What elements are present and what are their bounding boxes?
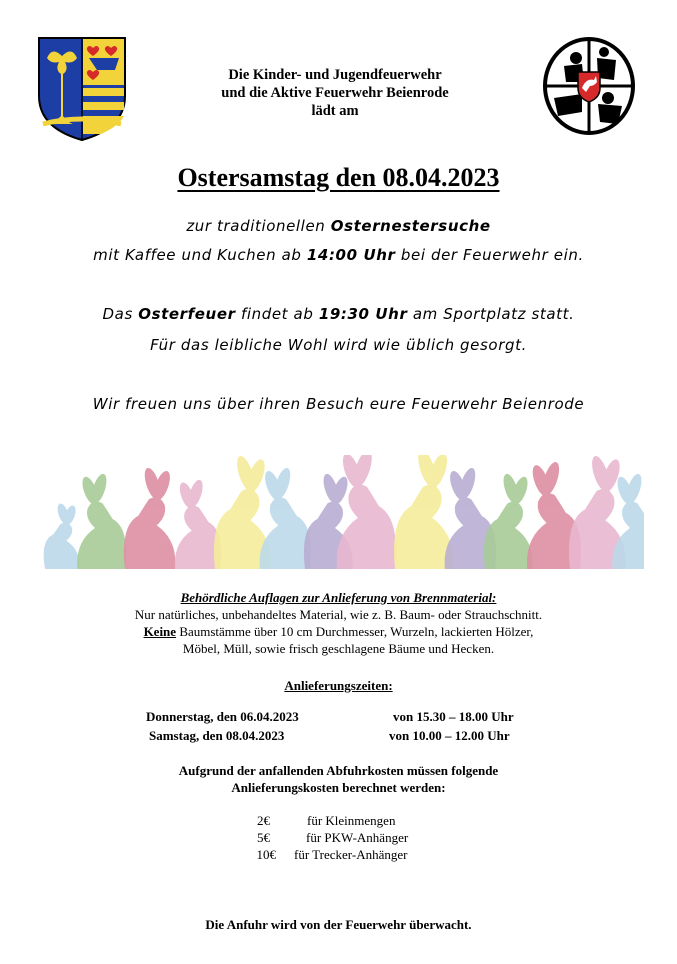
- bunny-silhouette: [260, 466, 311, 569]
- invite-line-1: [0, 217, 677, 235]
- event-title: [0, 163, 677, 193]
- bunny-silhouette: [77, 472, 126, 569]
- easter-bunnies-illustration: [40, 455, 644, 569]
- invite-line-3-post: am Sportplatz statt.: [407, 305, 575, 323]
- rules-heading: Behördliche Auflagen zur Anlieferung von Brennmaterial:: [180, 590, 497, 605]
- costs-intro-line-2: Anlieferungskosten berechnet werden:: [231, 780, 446, 795]
- delivery-heading: Anlieferungszeiten:: [284, 678, 393, 693]
- invite-line-3-mid: findet ab: [235, 305, 319, 323]
- invite-line-3-bold-1: Osterfeuer: [138, 305, 236, 323]
- cost-price-2: 5€: [257, 830, 270, 845]
- delivery-day-1: Donnerstag, den 06.04.2023: [146, 709, 299, 724]
- rules-keine: Keine: [143, 624, 177, 639]
- fire-brigade-emblem: [542, 36, 636, 136]
- rules-section: [0, 589, 677, 657]
- bunny-silhouette: [484, 472, 533, 569]
- bunny-silhouette: [612, 472, 644, 569]
- coat-of-arms-logo: [37, 36, 127, 142]
- rules-line-3: Möbel, Müll, sowie frisch geschlagene Bäume und Hecken.: [182, 641, 495, 656]
- costs-intro: [0, 762, 677, 796]
- invite-line-3: [0, 305, 677, 323]
- invite-line-2-bold: 14:00 Uhr: [306, 246, 396, 264]
- delivery-time-1: von 15.30 – 18.00 Uhr: [393, 709, 514, 724]
- invite-line-4: Für das leibliche Wohl wird wie üblich gesorgt.: [150, 336, 527, 354]
- header-line-3: lädt am: [311, 103, 359, 119]
- costs-intro-line-1: Aufgrund der anfallenden Abfuhrkosten müssen folgende: [178, 763, 499, 778]
- invite-line-5: Wir freuen uns über ihren Besuch eure Feuerwehr Beienrode: [92, 395, 585, 413]
- invite-line-3-pre: Das: [102, 305, 139, 323]
- event-title-text: Ostersamstag den 08.04.2023: [177, 163, 500, 192]
- invite-line-1-bold: Osternestersuche: [330, 217, 491, 235]
- delivery-time-2: von 10.00 – 12.00 Uhr: [389, 728, 510, 743]
- rules-line-1: Nur natürliches, unbehandeltes Material, wie z. B. Baum- oder Strauchschnitt.: [134, 607, 543, 622]
- invite-line-2: [0, 246, 677, 264]
- bunny-silhouette: [124, 466, 175, 569]
- cost-label-2: für PKW-Anhänger: [306, 830, 409, 845]
- cost-price-1: 2€: [257, 813, 270, 828]
- cost-label-1: für Kleinmengen: [307, 813, 396, 828]
- cost-label-3: für Trecker-Anhänger: [294, 847, 408, 862]
- header-line-1: Die Kinder- und Jugendfeuerwehr: [228, 67, 442, 83]
- header-invitation: [150, 66, 520, 120]
- footer-note: Die Anfuhr wird von der Feuerwehr überwacht.: [205, 917, 472, 932]
- cost-price-3: 10€: [256, 847, 276, 862]
- bunny-silhouette: [337, 455, 396, 569]
- header-line-2: und die Aktive Feuerwehr Beienrode: [221, 85, 449, 101]
- rules-line-2-rest: Baumstämme über 10 cm Durchmesser, Wurzeln, lackierten Hölzer,: [176, 624, 534, 639]
- invite-line-1-pre: zur traditionellen: [186, 217, 331, 235]
- invite-line-2-pre: mit Kaffee und Kuchen ab: [93, 246, 307, 264]
- invite-line-2-post: bei der Feuerwehr ein.: [395, 246, 584, 264]
- delivery-day-2: Samstag, den 08.04.2023: [149, 728, 285, 743]
- bunny-silhouette: [44, 502, 80, 569]
- invite-line-3-bold-2: 19:30 Uhr: [318, 305, 408, 323]
- rules-line-2: [0, 623, 677, 640]
- bunny-silhouette: [394, 455, 453, 569]
